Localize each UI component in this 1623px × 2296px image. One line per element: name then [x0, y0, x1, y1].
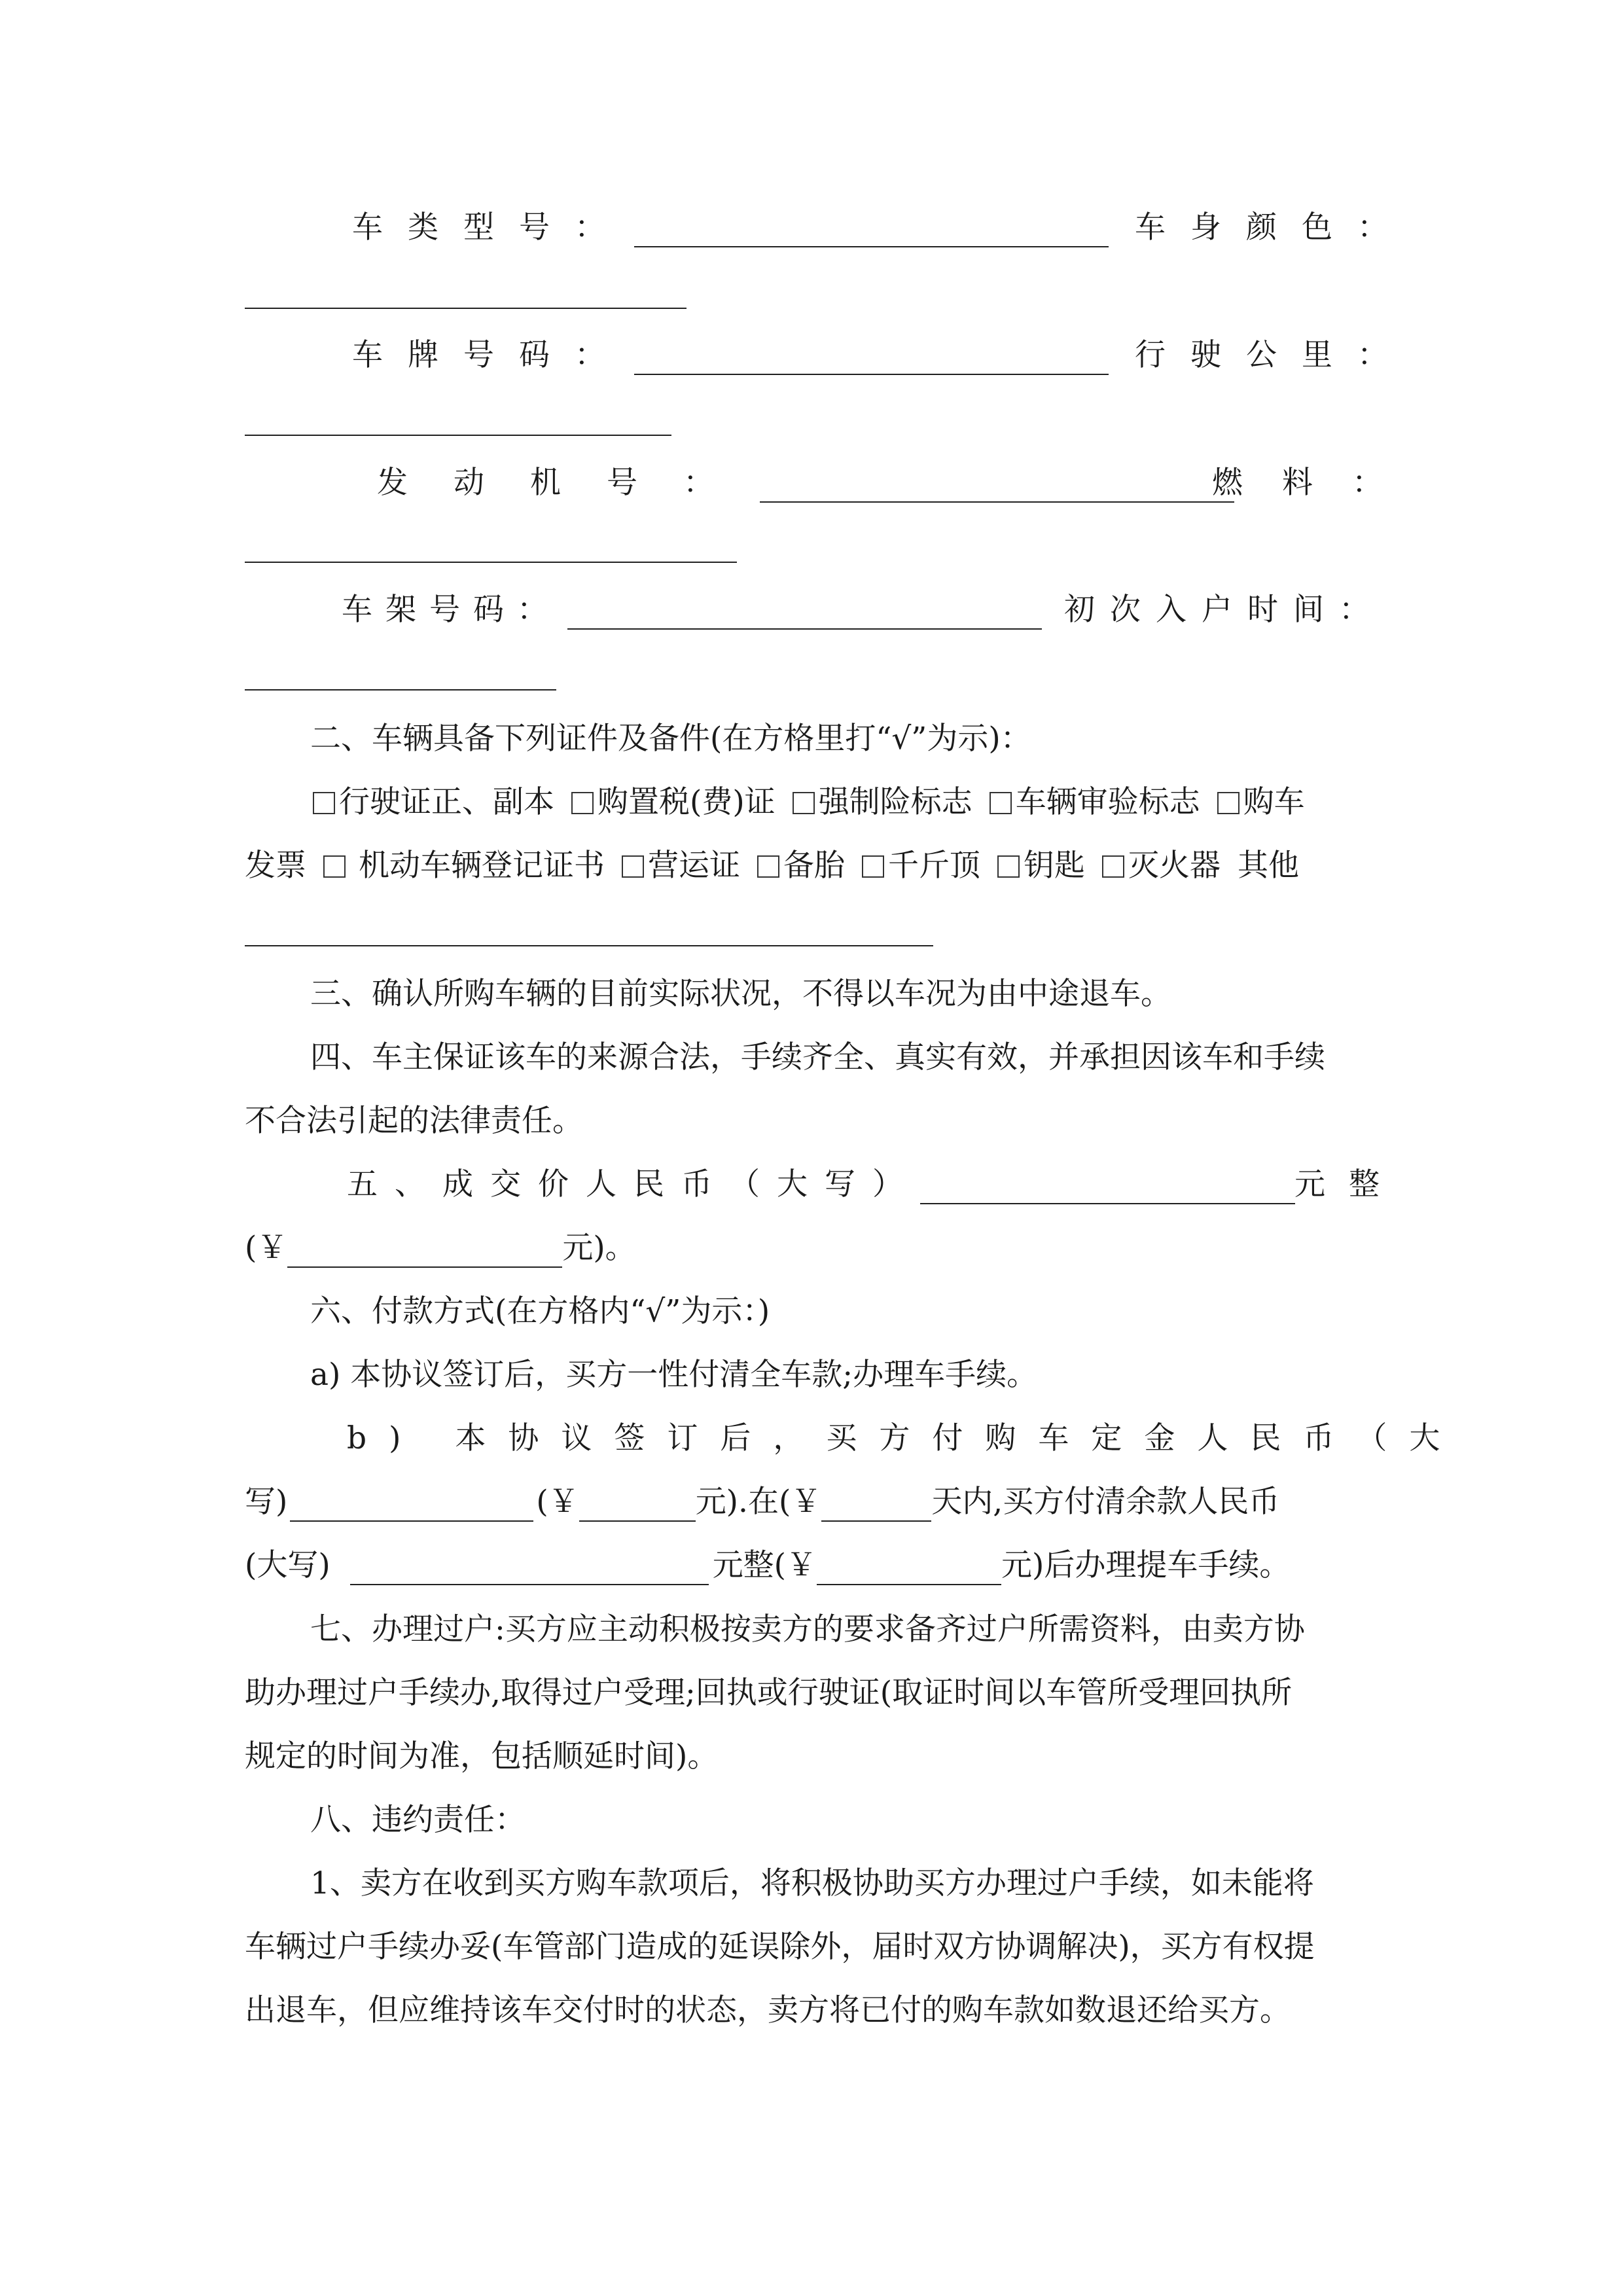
checklist-item-label: 机动车辆登记证书	[359, 848, 605, 884]
frame-number-label: 车架号码：	[342, 592, 561, 628]
checklist-item-label: 备胎	[783, 848, 845, 884]
price-words-blank[interactable]	[920, 1174, 1295, 1204]
section-7-line-1: 七、办理过户:买方应主动积极按卖方的要求备齐过户所需资料，由卖方协	[310, 1611, 1305, 1647]
checkbox[interactable]	[862, 855, 884, 878]
frame-number-blank[interactable]	[567, 600, 1042, 630]
frame-number-field	[342, 590, 1042, 630]
plate-number-field	[352, 336, 1109, 375]
checklist-item-label: 灭火器	[1128, 848, 1221, 884]
checklist-item-invoice[interactable]	[1217, 783, 1305, 822]
checklist-item-label: 购置税(费)证	[597, 784, 776, 820]
plate-number-label: 车牌号码：	[352, 337, 630, 373]
balance-words-blank[interactable]	[350, 1555, 709, 1585]
price-numeric-blank[interactable]	[287, 1238, 562, 1268]
yuan-prefix: (￥	[245, 1230, 288, 1266]
fuel-blank[interactable]	[245, 562, 737, 563]
checkbox[interactable]	[990, 792, 1012, 814]
text-segment: 天内,买方付清余款人民币	[931, 1484, 1280, 1520]
first-registration-blank[interactable]	[245, 689, 556, 691]
checklist-item-label: 钥匙	[1024, 848, 1085, 884]
checkbox[interactable]	[1102, 855, 1124, 878]
checklist-item[interactable]	[313, 783, 554, 822]
checklist-item-label: 车辆审验标志	[1015, 784, 1200, 820]
section-8-heading: 八、违约责任：	[310, 1802, 526, 1838]
checkbox[interactable]	[571, 792, 594, 814]
fuel-label: 燃料：	[1212, 465, 1422, 501]
checklist-item-label: 购车	[1243, 784, 1305, 820]
checkbox[interactable]	[622, 855, 644, 878]
engine-number-blank[interactable]	[760, 473, 1234, 503]
checklist-item[interactable]	[622, 846, 740, 886]
price-label: 五、成交价人民币（大写）	[347, 1166, 920, 1202]
checklist-item-label: 强制险标志	[818, 784, 972, 820]
checklist-item-label: 行驶证正、副本	[339, 784, 554, 820]
deposit-words-blank[interactable]	[290, 1492, 533, 1522]
plate-number-blank[interactable]	[634, 345, 1109, 375]
text-segment: (￥	[536, 1484, 579, 1520]
documents-checklist-line-1	[313, 783, 1305, 822]
text-segment: (大写)	[245, 1547, 330, 1583]
checklist-item[interactable]	[990, 783, 1200, 822]
days-blank[interactable]	[821, 1492, 931, 1522]
payment-option-b-line-1: b) 本协议签订后，买方付购车定金人民币（大	[347, 1420, 1463, 1456]
first-registration-label: 初次入户时间：	[1064, 592, 1385, 628]
vehicle-model-field	[352, 208, 1109, 247]
checklist-item-label: 营运证	[648, 848, 740, 884]
checklist-item[interactable]	[997, 846, 1085, 886]
vehicle-model-label: 车类型号：	[352, 209, 630, 245]
clause-1-line-1: 1、卖方在收到买方购车款项后，将积极协助买方办理过户手续，如未能将	[310, 1865, 1314, 1901]
mileage-blank[interactable]	[245, 435, 671, 436]
payment-option-b-line-3	[245, 1546, 1290, 1585]
engine-number-label: 发动机号：	[377, 465, 760, 501]
checklist-item-label: 千斤顶	[888, 848, 980, 884]
section-7-line-3: 规定的时间为准，包括顺延时间)。	[245, 1738, 719, 1774]
deposit-numeric-blank[interactable]	[579, 1492, 696, 1522]
price-numeric-field	[245, 1229, 636, 1268]
checklist-item[interactable]	[1102, 846, 1221, 886]
section-2-heading: 二、车辆具备下列证件及备件(在方格里打“√”为示)：	[310, 721, 1031, 757]
other-label: 其他	[1238, 848, 1299, 884]
documents-checklist-line-2	[245, 846, 1299, 886]
other-items-blank[interactable]	[245, 945, 933, 946]
text-segment: 元整(￥	[712, 1547, 817, 1583]
text-segment: 元)后办理提车手续。	[1001, 1547, 1291, 1583]
checklist-item[interactable]	[793, 783, 972, 822]
checkbox[interactable]	[1217, 792, 1240, 814]
checkbox[interactable]	[793, 792, 815, 814]
engine-number-field	[377, 463, 1234, 503]
section-7-line-2: 助办理过户手续办,取得过户受理;回执或行驶证(取证时间以车管所受理回执所	[245, 1675, 1293, 1711]
section-4-line-1: 四、车主保证该车的来源合法，手续齐全、真实有效，并承担因该车和手续	[310, 1039, 1325, 1075]
checklist-item-label-cont: 发票	[245, 848, 306, 884]
vehicle-color-label: 车身颜色：	[1135, 209, 1413, 245]
checklist-item[interactable]	[757, 846, 845, 886]
price-unit: 元整	[1294, 1166, 1403, 1202]
checkbox[interactable]	[313, 792, 335, 814]
clause-1-line-2: 车辆过户手续办妥(车管部门造成的延误除外，届时双方协调解决)，买方有权提	[245, 1929, 1315, 1965]
checkbox[interactable]	[997, 855, 1020, 878]
section-4-line-2: 不合法引起的法律责任。	[245, 1103, 583, 1139]
text-segment: 写)	[245, 1484, 288, 1520]
payment-option-a: a) 本协议签订后，买方一性付清全车款;办理车手续。	[310, 1357, 1038, 1393]
section-6-heading: 六、付款方式(在方格内“√”为示：)	[310, 1293, 770, 1329]
mileage-label: 行驶公里：	[1135, 337, 1413, 373]
checklist-item[interactable]	[571, 783, 776, 822]
balance-numeric-blank[interactable]	[817, 1555, 1001, 1585]
checklist-item[interactable]	[323, 846, 605, 886]
text-segment: 元).在(￥	[695, 1484, 822, 1520]
checklist-item[interactable]	[862, 846, 980, 886]
clause-1-line-3: 出退车，但应维持该车交付时的状态，卖方将已付的购车款如数退还给买方。	[245, 1992, 1291, 2028]
yuan-suffix: 元)。	[562, 1230, 636, 1266]
vehicle-model-blank[interactable]	[634, 217, 1109, 247]
price-field	[347, 1165, 1295, 1204]
section-3-text: 三、确认所购车辆的目前实际状况，不得以车况为由中途退车。	[310, 976, 1171, 1012]
checkbox[interactable]	[323, 855, 346, 878]
vehicle-color-blank[interactable]	[245, 308, 687, 309]
checkbox[interactable]	[757, 855, 779, 878]
payment-option-b-line-2	[245, 1482, 1279, 1522]
